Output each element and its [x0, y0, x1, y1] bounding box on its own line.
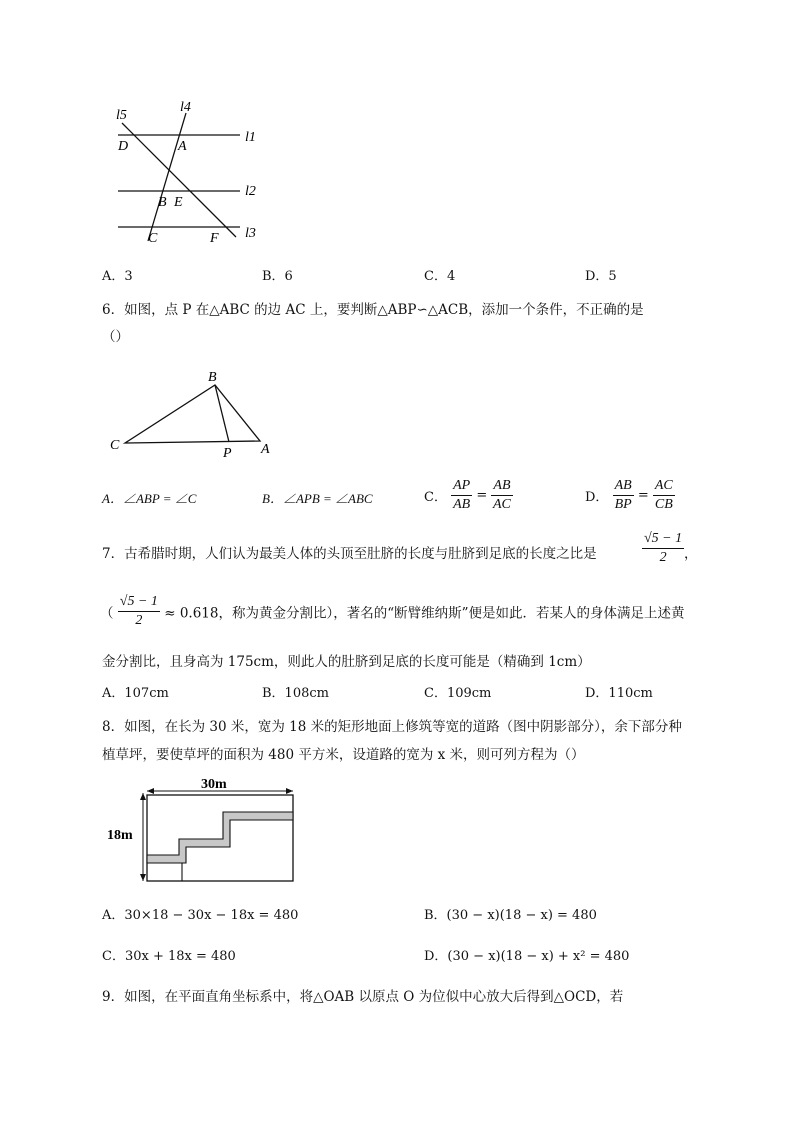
point-e: E — [174, 195, 183, 210]
label-l5: l5 — [116, 108, 127, 123]
q7-comma: ， — [684, 546, 698, 562]
q5-option-d[interactable]: D．5 — [585, 269, 617, 284]
q9-stem-line1: 9．如图，在平面直角坐标系中，将△OAB 以原点 O 为位似中心放大后得到△OCD，若 — [102, 989, 624, 1005]
question6-figure — [105, 365, 285, 465]
q5-option-c[interactable]: C．4 — [424, 269, 456, 284]
field-rectangle — [147, 795, 293, 881]
q6-option-d[interactable]: D． $\frac{AB}{BP}$ = $\frac{AC}{CB}$ — [585, 478, 673, 512]
width-label: 30m — [201, 777, 227, 792]
label-l2: l2 — [245, 184, 256, 199]
q7-stem-line3: 金分割比，且身高为 175cm，则此人的肚脐到足底的长度可能是（精确到 1cm） — [102, 654, 591, 670]
q7-stem-line2: （ $\frac{√5 - 1}{2}$ ≈ 0.618，称为黄金分割比），著名的“断臂维纳斯”便是如此．若某人的身体满足上述黄 — [100, 594, 685, 628]
point-c: C — [148, 231, 158, 246]
point-a: A — [178, 139, 187, 154]
q6-d-fraction-2: $\frac{AC}{CB}$ — [654, 478, 673, 512]
q8-option-a[interactable]: A．30×18 − 30x − 18x = 480 — [102, 908, 299, 923]
point-f: F — [210, 231, 219, 246]
q6-stem-line1: 6．如图，点 P 在△ABC 的边 AC 上，要判断△ABP∽△ACB，添加一个条件，不正确的是 — [102, 302, 644, 318]
q6-option-c[interactable]: C． $\frac{AP}{AB}$ = $\frac{AB}{AC}$ — [424, 478, 511, 512]
label-l4: l4 — [180, 100, 191, 115]
point-c: C — [110, 438, 120, 453]
q7-option-a[interactable]: A．107cm — [102, 686, 169, 701]
q6-d-fraction-1: $\frac{AB}{BP}$ — [614, 478, 632, 512]
q7-option-c[interactable]: C．109cm — [424, 686, 492, 701]
triangle-cba — [125, 385, 260, 443]
q7-option-d[interactable]: D．110cm — [585, 686, 653, 701]
q6-c-fraction-2: $\frac{AB}{AC}$ — [493, 478, 511, 512]
q8-option-c[interactable]: C．30x + 18x = 480 — [102, 949, 236, 964]
q8-stem-line2: 植草坪，要使草坪的面积为 480 平方米，设道路的宽为 x 米，则可列方程为（） — [102, 747, 585, 763]
q5-option-b[interactable]: B．6 — [262, 269, 293, 284]
q8-option-d[interactable]: D．(30 − x)(18 − x) + x² = 480 — [424, 949, 630, 964]
label-l3: l3 — [245, 226, 256, 241]
q6-stem-line2: （） — [102, 329, 129, 345]
point-d: D — [118, 139, 129, 154]
width-arrow-right — [286, 788, 293, 794]
line-l4 — [148, 113, 186, 241]
point-p: P — [223, 446, 232, 461]
width-arrow-left — [147, 788, 154, 794]
q8-option-b[interactable]: B．(30 − x)(18 − x) = 480 — [424, 908, 597, 923]
point-b: B — [158, 195, 167, 210]
q5-option-a[interactable]: A．3 — [102, 269, 133, 284]
point-b: B — [208, 370, 217, 385]
label-l1: l1 — [245, 130, 256, 145]
height-arrow-top — [140, 793, 146, 800]
point-a: A — [261, 442, 270, 457]
q7-ratio-fraction-repeat: $\frac{√5 - 1}{2}$ — [119, 594, 158, 628]
question5-figure — [110, 95, 270, 250]
q8-stem-line1: 8．如图，在长为 30 米，宽为 18 米的矩形地面上修筑等宽的道路（图中阴影部分），余下部分种 — [102, 719, 682, 735]
height-arrow-bottom — [140, 874, 146, 881]
q6-c-fraction-1: $\frac{AP}{AB}$ — [453, 478, 471, 512]
question8-figure — [105, 773, 305, 888]
q7-option-b[interactable]: B．108cm — [262, 686, 329, 701]
q7-golden-ratio-fraction: $\frac{√5 - 1}{2}$ — [644, 531, 683, 565]
q7-stem-line1: 7．古希腊时期，人们认为最美人体的头顶至肚脐的长度与肚脐到足底的长度之比是 — [102, 546, 597, 562]
q6-option-a[interactable]: A．∠ABP = ∠C — [102, 491, 197, 506]
height-label: 18m — [107, 828, 133, 843]
q6-option-b[interactable]: B．∠APB = ∠ABC — [262, 491, 373, 506]
